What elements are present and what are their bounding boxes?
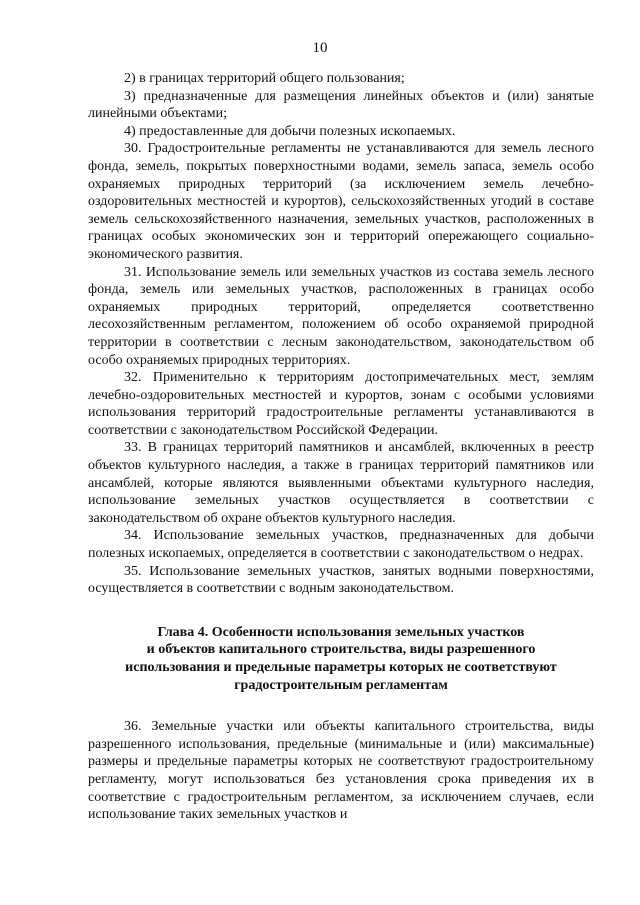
clause-34: 34. Использование земельных участков, предназначенных для добычи полезных ископаемых, определяется в соответствии с законодательством о недрах. [88,528,594,562]
list-item-2: 2) в границах территорий общего пользования; [124,71,405,86]
clause-33: 33. В границах территорий памятников и ансамблей, включенных в реестр объектов культурного наследия, а также в границах территорий памятников или ансамблей, которые являются выявленными объектами культурного наследия, использование земельных участков осуществляется в соответствии с законодательством об охране объектов культурного наследия. [88,440,594,526]
chapter-heading-line: Глава 4. Особенности использования земельных участков [157,624,525,640]
list-item-3: 3) предназначенные для размещения линейных объектов и (или) занятые линейными объектами; [88,88,594,122]
list-item-4: 4) предоставленные для добычи полезных ископаемых. [124,123,456,139]
chapter-heading [88,624,594,694]
clause-36: 36. Земельные участки или объекты капитального строительства, виды разрешенного использования, предельные (минимальные и (или) максимальные) размеры и предельные параметры которых не соответствуют градостроительному регламенту, могут использоваться без установления срока приведения их в соответствие с градостроительным регламентом, за исключением случаев, если использование таких земельных участков и [88,719,594,823]
chapter-heading-line: градостроительным регламентам [234,677,448,693]
clause-32: 32. Применительно к территориям достопримечательных мест, землям лечебно-оздоровительных местностей и курортов, зонам с особыми условиями использования территорий градостроительные регламенты устанавливаются в соответствии с законодательством Российской Федерации. [88,370,594,438]
chapter-heading-line: использования и предельные параметры которых не соответствуют [125,660,557,675]
clause-35: 35. Использование земельных участков, занятых водными поверхностями, осуществляется в соответствии с водным законодательством. [88,563,594,597]
clause-31: 31. Использование земель или земельных участков из состава земель лесного фонда, земель или земельных участков, расположенных в границах особо охраняемых природных территорий, определяется соответственно лесохозяйственным регламентом, положением об особо охраняемой природной территории в соответствии с лесным законодательством, законодательством об особо охраняемых природных территориях. [88,264,594,368]
page-number: 10 [312,40,328,56]
clause-30: 30. Градостроительные регламенты не устанавливаются для земель лесного фонда, земель, покрытых поверхностными водами, земель запаса, земель особо охраняемых природных территорий (за исключением земель лечебно-оздоровительных местностей и курортов), сельскохозяйственных угодий в составе земель сельскохозяйственного назначения, земельных участков, расположенных в границах особых экономических зон и территорий опережающего социально-экономического развития. [88,141,594,262]
document-body [88,70,594,824]
chapter-heading-line: и объектов капитального строительства, виды разрешенного [146,642,536,658]
